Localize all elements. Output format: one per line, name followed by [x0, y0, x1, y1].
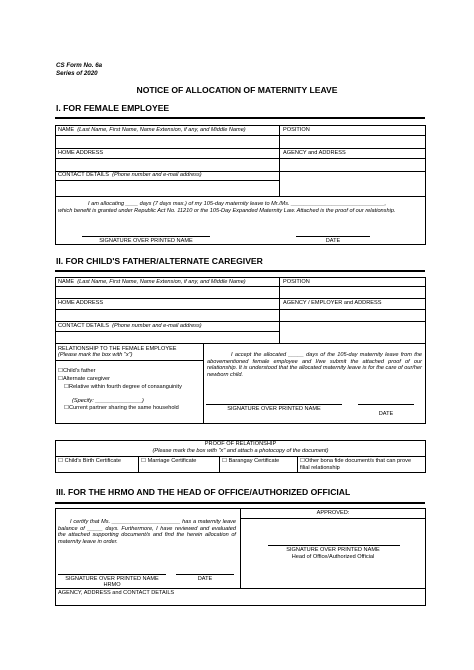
- proof-other-document[interactable]: ☐Other bona fide document/s that can prove filial relationship: [300, 458, 412, 471]
- relative-specify[interactable]: (Specify: _______________): [72, 398, 144, 404]
- relationship-hint: (Please mark the box with "x"): [58, 352, 133, 358]
- caregiver-home-address-field[interactable]: HOME ADDRESS: [58, 300, 104, 306]
- approved-label: APPROVED:: [316, 510, 350, 516]
- proof-marriage-certificate[interactable]: ☐ Marriage Certificate: [141, 458, 197, 464]
- hrmo-role: HRMO: [103, 582, 121, 588]
- caregiver-contact-field[interactable]: CONTACT DETAILS (Phone number and e-mail address): [58, 323, 202, 329]
- option-childs-father[interactable]: ☐Child's father: [58, 368, 96, 374]
- allocation-statement-line1: I am allocating ____ days (7 days max.) of my 105-day maternity leave to Mr./Ms. ______________________________,: [88, 201, 386, 207]
- form-number: CS Form No. 6a: [56, 62, 103, 69]
- proof-title: PROOF OF RELATIONSHIP: [204, 441, 277, 447]
- section1-table: [55, 125, 426, 245]
- agency-contact-field[interactable]: AGENCY, ADDRESS and CONTACT DETAILS: [58, 590, 175, 596]
- relationship-label: RELATIONSHIP TO THE FEMALE EMPLOYEE: [58, 346, 177, 352]
- employee-name-field[interactable]: NAME (Last Name, First Name, Name Extension, if any, and Middle Name): [58, 127, 246, 133]
- option-alternate-caregiver[interactable]: ☐Alternate caregiver: [58, 376, 110, 382]
- form-title: NOTICE OF ALLOCATION OF MATERNITY LEAVE: [136, 85, 338, 95]
- caregiver-signature-label: SIGNATURE OVER PRINTED NAME: [227, 406, 321, 412]
- proof-hint: (Please mark the box with "x" and attach a photocopy of the document): [152, 448, 329, 454]
- option-current-partner[interactable]: ☐Current partner sharing the same household: [64, 405, 179, 411]
- proof-birth-certificate[interactable]: ☐ Child's Birth Certificate: [58, 458, 121, 464]
- section1-rule: [55, 117, 425, 119]
- caregiver-name-field[interactable]: NAME (Last Name, First Name, Name Extension, if any, and Middle Name): [58, 279, 246, 285]
- option-relative[interactable]: ☐Relative within fourth degree of consanguinity: [64, 384, 182, 390]
- section1-heading: I. FOR FEMALE EMPLOYEE: [56, 103, 170, 113]
- accept-statement: I accept the allocated _____ days of the 105-day maternity leave from the abovementioned female employee and I/we submit the attached proof of our relationship. It is understood that the allocated maternity leave is for the care of our/her newborn child.: [207, 352, 422, 378]
- caregiver-position-field[interactable]: POSITION: [283, 279, 310, 285]
- allocation-statement: which benefit is granted under Republic Act No. 11210 or the 105-Day Expanded Maternity Law. Attached is the proof of our relationship.: [58, 208, 396, 214]
- hrmo-certify-statement: I certify that Ms. ______________________ has a maternity leave balance of _____ days. Furthermore, I have reviewed and evaluated the attached supporting document/s and find the herein allocation of maternity leave in order.: [58, 519, 236, 545]
- employee-position-field[interactable]: POSITION: [283, 127, 310, 133]
- hrmo-date-label: DATE: [197, 576, 213, 582]
- head-role: Head of Office/Authorized Official: [291, 554, 375, 560]
- caregiver-agency-field[interactable]: AGENCY / EMPLOYER and ADDRESS: [283, 300, 382, 306]
- section3-rule: [55, 502, 425, 504]
- proof-barangay-certificate[interactable]: ☐ Barangay Certificate: [222, 458, 280, 464]
- employee-home-address-field[interactable]: HOME ADDRESS: [58, 150, 104, 156]
- section3-heading: III. FOR THE HRMO AND THE HEAD OF OFFICE/AUTHORIZED OFFICIAL: [56, 487, 351, 497]
- head-signature-label: SIGNATURE OVER PRINTED NAME: [286, 547, 380, 553]
- employee-contact-field[interactable]: CONTACT DETAILS (Phone number and e-mail address): [58, 172, 202, 178]
- employee-date-label: DATE: [325, 238, 341, 244]
- hrmo-signature-label: SIGNATURE OVER PRINTED NAME: [65, 576, 159, 582]
- section2-rule: [55, 270, 425, 272]
- employee-agency-field[interactable]: AGENCY and ADDRESS: [283, 150, 346, 156]
- caregiver-date-label: DATE: [378, 411, 394, 417]
- section2-heading: II. FOR CHILD'S FATHER/ALTERNATE CAREGIVER: [56, 256, 263, 266]
- employee-signature-label: SIGNATURE OVER PRINTED NAME: [99, 238, 193, 244]
- form-series: Series of 2020: [56, 70, 98, 77]
